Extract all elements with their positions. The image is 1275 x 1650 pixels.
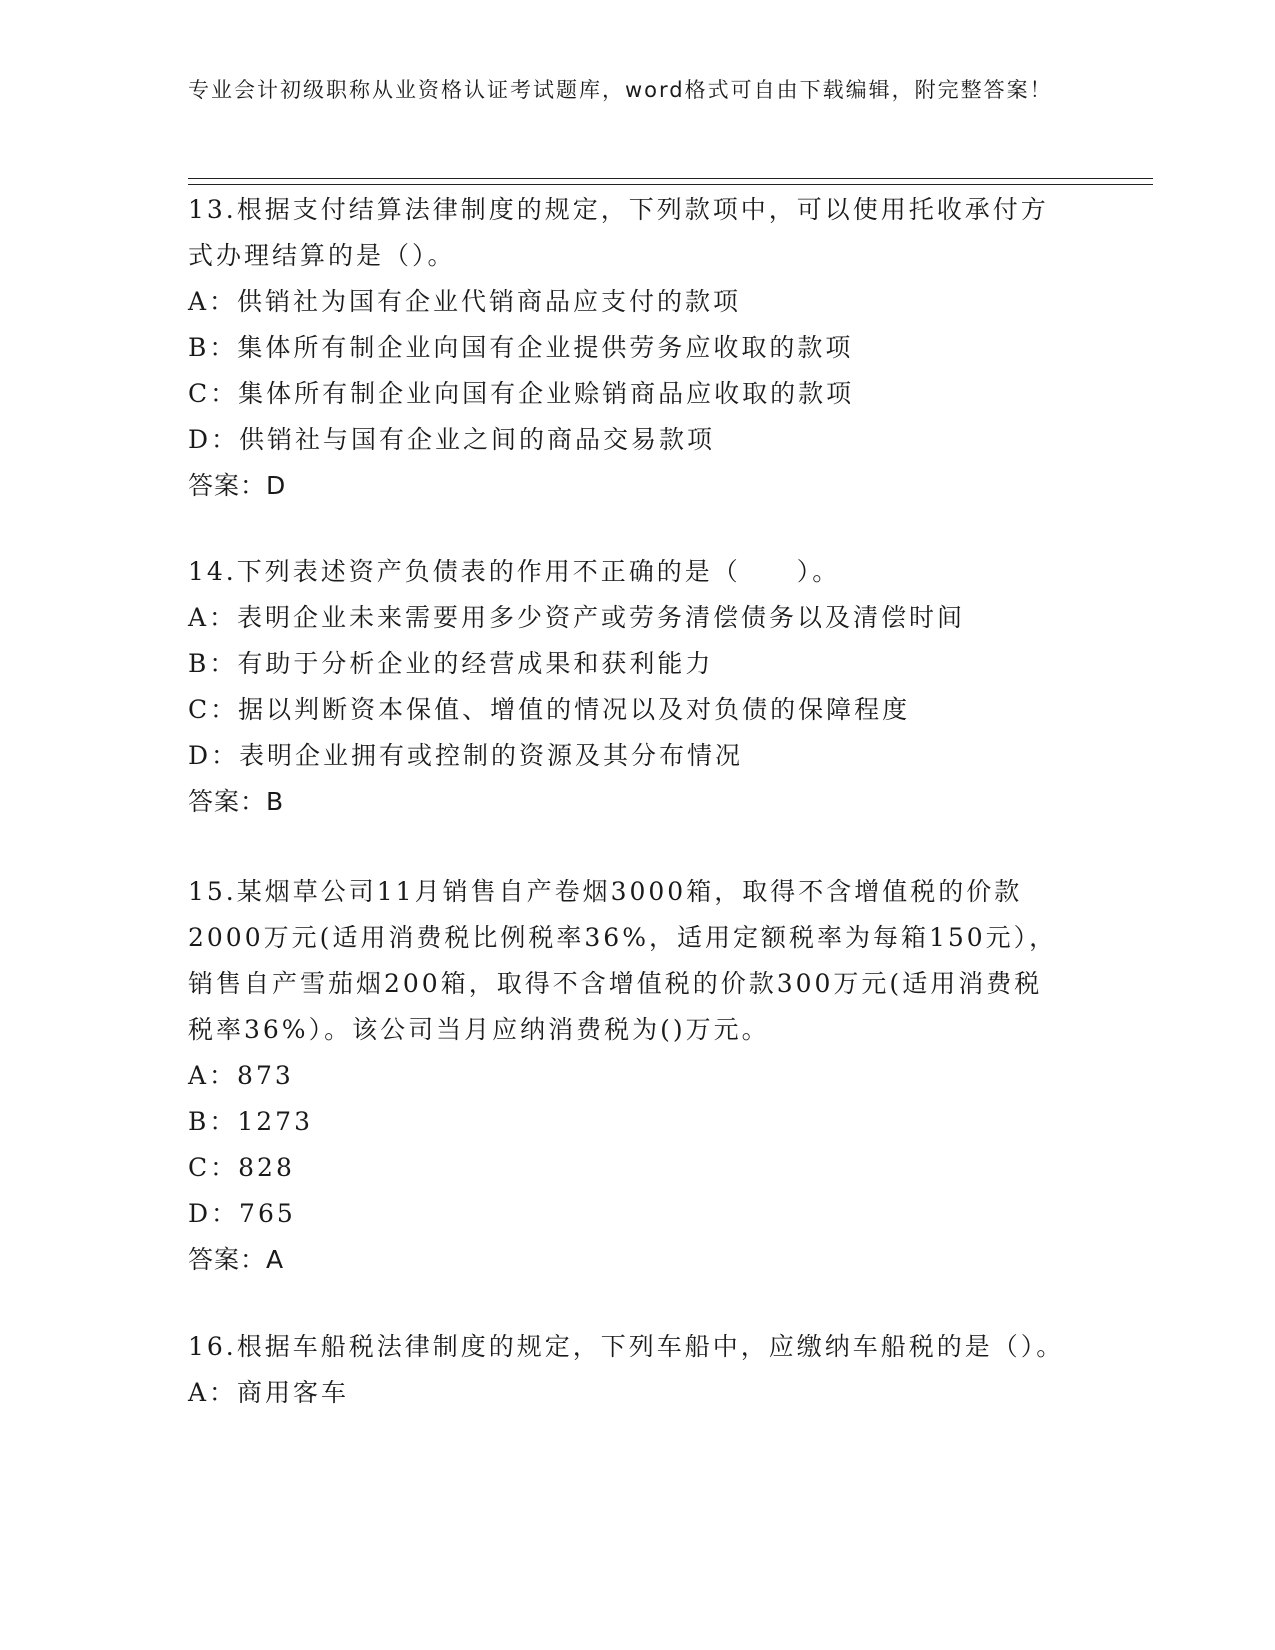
question-stem: 16.根据车船税法律制度的规定，下列车船中，应缴纳车船税的是（）。: [188, 1332, 1065, 1361]
option-c: C：据以判断资本保值、增值的情况以及对负债的保障程度: [188, 695, 911, 724]
answer: 答案：A: [188, 1245, 285, 1274]
question-stem: 14.下列表述资产负债表的作用不正确的是（ ）。: [188, 557, 841, 586]
answer: 答案：B: [188, 787, 285, 816]
option-a: A：表明企业未来需要用多少资产或劳务清偿债务以及清偿时间: [188, 603, 966, 632]
option-a: A：873: [188, 1061, 294, 1090]
option-b: B：1273: [188, 1107, 313, 1136]
question-13: [188, 187, 1068, 509]
question-stem: 15.某烟草公司11月销售自产卷烟3000箱，取得不含增值税的价款2000万元(适用消费税比例税率36%，适用定额税率为每箱150元），销售自产雪茄烟200箱，取得不含增值税的价款300万元(适用消费税税率36%）。该公司当月应纳消费税为()万元。: [188, 877, 1058, 1044]
option-b: B：有助于分析企业的经营成果和获利能力: [188, 649, 714, 678]
option-c: C：集体所有制企业向国有企业赊销商品应收取的款项: [188, 379, 855, 408]
question-15: [188, 869, 1068, 1283]
question-14: [188, 549, 1068, 825]
question-stem: 13.根据支付结算法律制度的规定，下列款项中，可以使用托收承付方式办理结算的是（）。: [188, 195, 1049, 270]
answer: 答案：D: [188, 471, 287, 500]
option-b: B：集体所有制企业向国有企业提供劳务应收取的款项: [188, 333, 854, 362]
option-d: D：表明企业拥有或控制的资源及其分布情况: [188, 741, 744, 770]
option-d: D：765: [188, 1199, 296, 1228]
option-d: D：供销社与国有企业之间的商品交易款项: [188, 425, 716, 454]
option-a: A：供销社为国有企业代销商品应支付的款项: [188, 287, 742, 316]
option-a: A：商用客车: [188, 1378, 350, 1407]
header-divider-top: [188, 178, 1153, 179]
option-c: C：828: [188, 1153, 295, 1182]
header-divider-bottom: [188, 184, 1153, 185]
document-header: 专业会计初级职称从业资格认证考试题库，word格式可自由下载编辑，附完整答案！: [188, 78, 1053, 102]
question-16: [188, 1324, 1068, 1416]
